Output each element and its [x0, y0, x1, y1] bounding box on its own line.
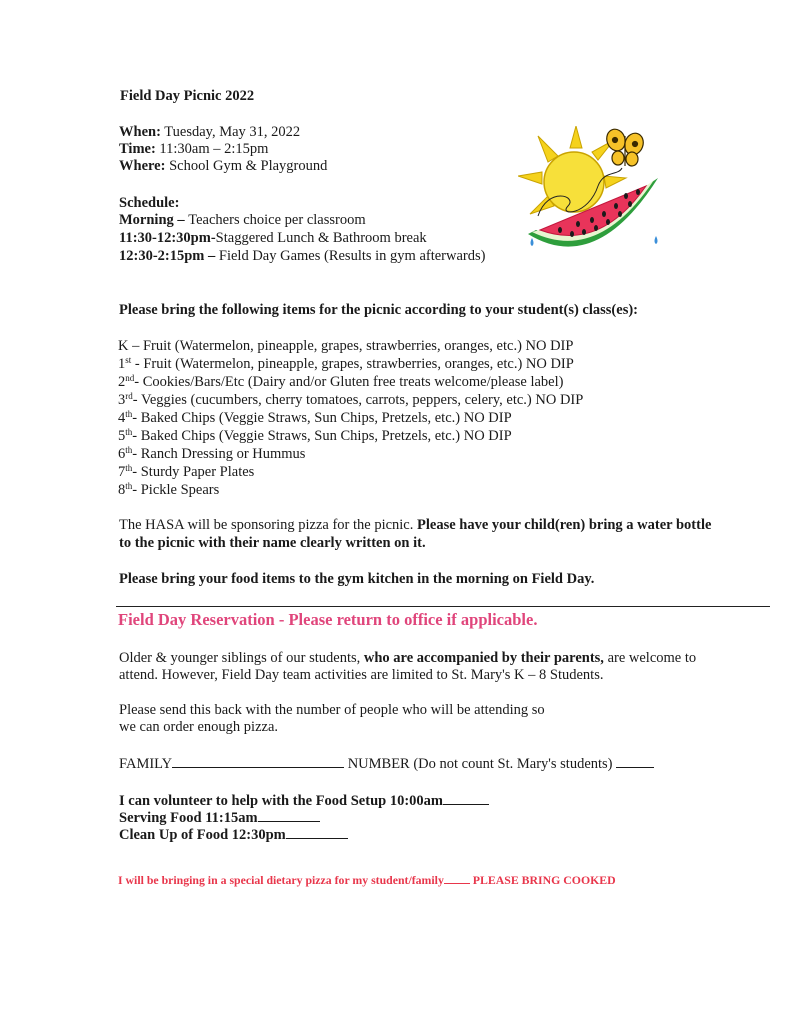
family-number-line — [119, 755, 654, 773]
list-item: 4th- Baked Chips (Veggie Straws, Sun Chips, Pretzels, etc.) NO DIP — [118, 409, 512, 426]
volunteer-cleanup-line: Clean Up of Food 12:30pm — [119, 826, 348, 844]
list-item: 7th- Sturdy Paper Plates — [118, 463, 255, 480]
list-item: 6th- Ranch Dressing or Hummus — [118, 445, 306, 462]
list-item: 1st - Fruit (Watermelon, pineapple, grapes, strawberries, oranges, etc.) NO DIP — [118, 355, 574, 372]
setup-field[interactable] — [443, 792, 489, 805]
attendance-line-2: we can order enough pizza. — [119, 719, 279, 735]
attendance-line-1: Please send this back with the number of people who will be attending so — [119, 702, 545, 718]
list-item: K – Fruit (Watermelon, pineapple, grapes, strawberries, oranges, etc.) NO DIP — [118, 338, 574, 354]
list-item: 5th- Baked Chips (Veggie Straws, Sun Chips, Pretzels, etc.) NO DIP — [118, 427, 512, 444]
schedule-heading: Schedule: — [119, 195, 180, 211]
list-item: 2nd- Cookies/Bars/Etc (Dairy and/or Gluten free treats welcome/please label) — [118, 373, 564, 390]
dietary-field[interactable] — [444, 874, 470, 884]
volunteer-setup-line: I can volunteer to help with the Food Setup 10:00am — [119, 792, 489, 810]
cleanup-field[interactable] — [286, 826, 348, 839]
dietary-pizza-line: I will be bringing in a special dietary pizza for my student/family PLEASE BRING COOKED — [118, 873, 616, 887]
schedule-item: 11:30-12:30pm-Staggered Lunch & Bathroom break — [119, 230, 427, 246]
where-line: Where: School Gym & Playground — [119, 158, 328, 174]
number-field[interactable] — [616, 755, 654, 768]
serving-field[interactable] — [258, 809, 320, 822]
siblings-line-2: attend. However, Field Day team activities are limited to St. Mary's K – 8 Students. — [119, 667, 604, 683]
time-line: Time: 11:30am – 2:15pm — [119, 141, 269, 157]
family-label: FAMILY — [119, 756, 173, 772]
watermelon-sun-butterfly-icon — [518, 126, 668, 276]
schedule-item: Morning – Teachers choice per classroom — [119, 212, 366, 228]
family-name-field[interactable] — [172, 755, 344, 768]
list-item: 3rd- Veggies (cucumbers, cherry tomatoes, carrots, peppers, celery, etc.) NO DIP — [118, 391, 584, 408]
section-divider — [116, 606, 770, 607]
siblings-line-1: Older & younger siblings of our students, who are accompanied by their parents, are welcome to — [119, 650, 697, 666]
gym-note: Please bring your food items to the gym kitchen in the morning on Field Day. — [119, 571, 595, 587]
hasa-line-2: to the picnic with their name clearly written on it. — [119, 535, 426, 551]
list-item: 8th- Pickle Spears — [118, 481, 220, 498]
number-label: NUMBER (Do not count St. Mary's students) — [344, 756, 617, 772]
bring-heading: Please bring the following items for the picnic according to your student(s) class(es): — [119, 302, 638, 318]
volunteer-serving-line: Serving Food 11:15am — [119, 809, 320, 827]
reservation-heading: Field Day Reservation - Please return to office if applicable. — [118, 610, 538, 629]
when-line: When: Tuesday, May 31, 2022 — [119, 124, 301, 140]
schedule-item: 12:30-2:15pm – Field Day Games (Results in gym afterwards) — [119, 248, 486, 264]
hasa-line-1: The HASA will be sponsoring pizza for the picnic. Please have your child(ren) bring a water bottle — [119, 517, 712, 533]
page-title: Field Day Picnic 2022 — [120, 88, 255, 104]
